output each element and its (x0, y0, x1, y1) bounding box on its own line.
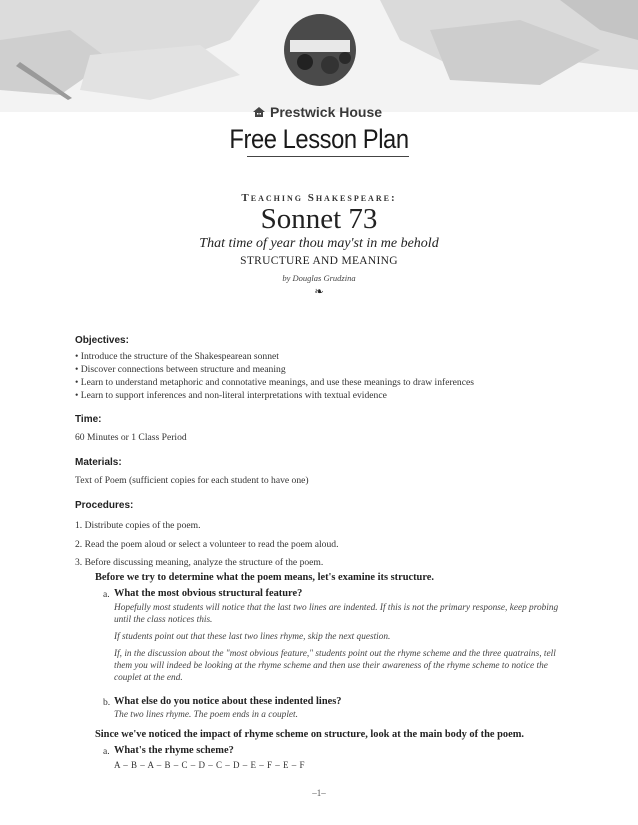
classroom-illustration (0, 0, 638, 112)
answer-a-3-end: couplet at the end. (114, 673, 183, 683)
question-label: b. (103, 697, 111, 708)
answer-a-3-cont: them you will indeed be looking at the rhyme scheme and then use their awareness of the rhyme scheme to notice the (114, 661, 548, 671)
objective-item: • Discover connections between structure and meaning (75, 364, 286, 375)
materials-text: Text of Poem (sufficient copies for each student to have one) (75, 475, 309, 486)
first-line: That time of year thou may'st in me behold (199, 236, 439, 251)
document-title: Sonnet 73 (260, 203, 378, 235)
page-number: –1– (312, 788, 326, 798)
question-a: What the most obvious structural feature? (114, 588, 303, 599)
header-banner (0, 0, 638, 112)
answer-b: The two lines rhyme. The poem ends in a couplet. (114, 710, 298, 720)
rhyme-prompt: Since we've noticed the impact of rhyme scheme on structure, look at the main body of the poem. (95, 729, 524, 740)
author-byline: by Douglas Grudzina (282, 273, 356, 283)
materials-heading: Materials: (75, 457, 122, 468)
question-c: What's the rhyme scheme? (114, 745, 234, 756)
procedure-step: 3. Before discussing meaning, analyze the structure of the poem. (75, 557, 324, 568)
page-header-title: Free Lesson Plan (229, 124, 409, 154)
time-heading: Time: (75, 414, 102, 425)
time-text: 60 Minutes or 1 Class Period (75, 432, 187, 443)
structure-prompt: Before we try to determine what the poem means, let's examine its structure. (95, 572, 434, 583)
brand-logo (252, 103, 392, 121)
question-b: What else do you notice about these indented lines? (114, 696, 342, 707)
brand-name: Prestwick House (270, 104, 383, 120)
procedures-heading: Procedures: (75, 500, 134, 511)
objective-item: • Learn to support inferences and non-literal interpretations with textual evidence (75, 390, 387, 401)
answer-a-1-cont: until the class notices this. (114, 615, 213, 625)
house-icon (252, 106, 266, 118)
answer-a-2: If students point out that these last two lines rhyme, skip the next question. (114, 632, 391, 642)
objectives-heading: Objectives: (75, 335, 129, 346)
answer-a-3: If, in the discussion about the "most obvious feature," students point out the rhyme scheme and the three quatrains, tell (114, 649, 556, 659)
objective-item: • Learn to understand metaphoric and connotative meanings, and use these meanings to draw inferences (75, 377, 474, 388)
subtitle: STRUCTURE AND MEANING (240, 255, 398, 267)
question-label: a. (103, 589, 110, 600)
procedure-step: 1. Distribute copies of the poem. (75, 520, 201, 531)
header-divider (247, 156, 409, 157)
objective-item: • Introduce the structure of the Shakespearean sonnet (75, 351, 279, 362)
answer-a-1: Hopefully most students will notice that the last two lines are indented. If this is not the primary response, keep probing (114, 603, 559, 613)
question-label: a. (103, 746, 110, 757)
procedure-step: 2. Read the poem aloud or select a volunteer to read the poem aloud. (75, 539, 339, 550)
series-kicker: Teaching Shakespeare: (241, 192, 397, 204)
rhyme-scheme-answer: A – B – A – B – C – D – C – D – E – F – E – F (114, 760, 306, 770)
ornament-icon: ❧ (314, 286, 324, 298)
